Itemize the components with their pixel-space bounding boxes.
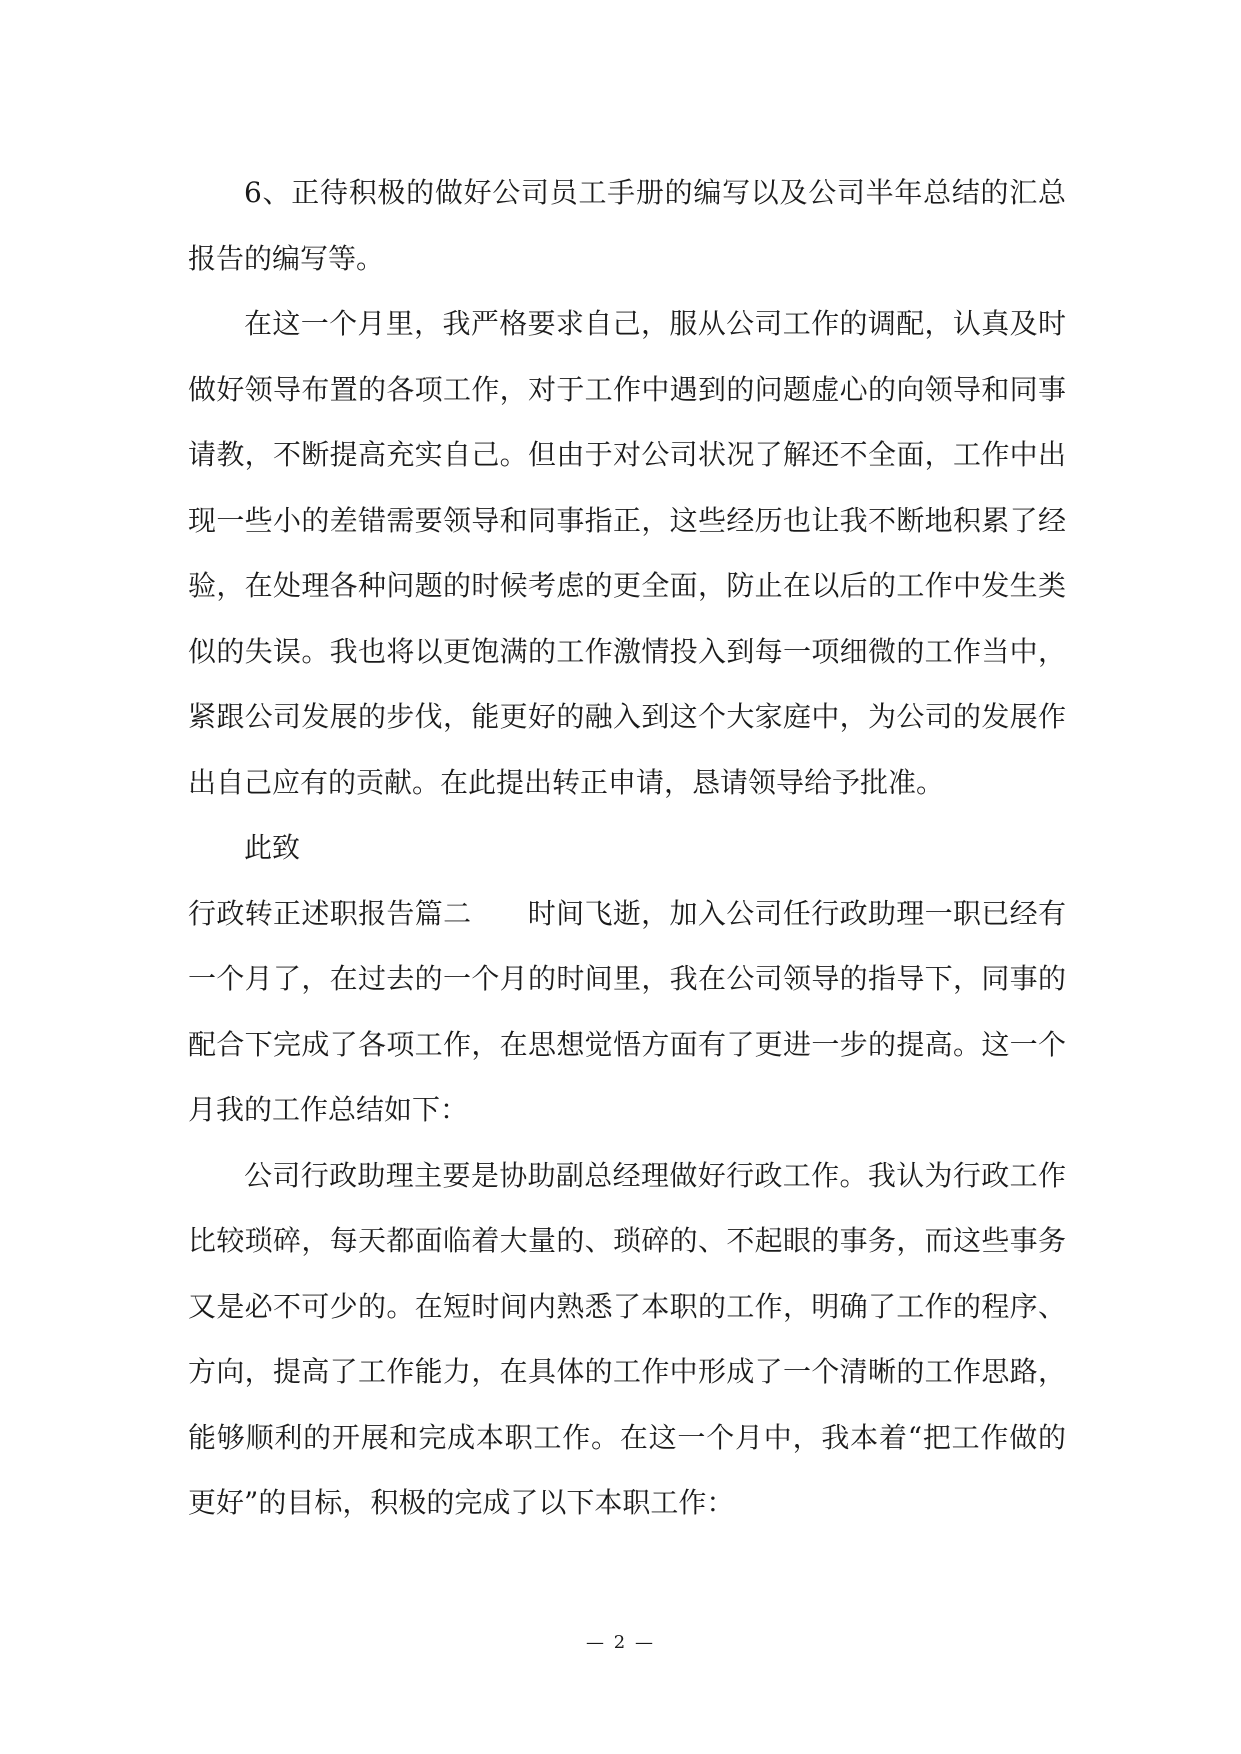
- page-number: — 2 —: [586, 1632, 655, 1653]
- paragraph-section-two: [188, 881, 1066, 1143]
- document-body: [188, 160, 1066, 1536]
- section-heading: 行政转正述职报告篇二: [188, 896, 472, 930]
- paragraph-salutation: 此致: [244, 831, 301, 864]
- section-intro: 时间飞逝，加入公司任行政助理一职已经有一个月了，在过去的一个月的时间里，我在公司领导的指导下，同事的配合下完成了各项工作，在思想觉悟方面有了更进一步的提高。这一个月我的工作总结如下：: [188, 896, 1066, 1126]
- paragraph-item-6: 6、正待积极的做好公司员工手册的编写以及公司半年总结的汇总报告的编写等。: [188, 176, 1066, 275]
- paragraph-monthly-review: 在这一个月里，我严格要求自己，服从公司工作的调配，认真及时做好领导布置的各项工作，对于工作中遇到的问题虚心的向领导和同事请教，不断提高充实自己。但由于对公司状况了解还不全面，工作中出现一些小的差错需要领导和同事指正，这些经历也让我不断地积累了经验，在处理各种问题的时候考虑的更全面，防止在以后的工作中发生类似的失误。我也将以更饱满的工作激情投入到每一项细微的工作当中，紧跟公司发展的步伐，能更好的融入到这个大家庭中，为公司的发展作出自己应有的贡献。在此提出转正申请，恳请领导给予批准。: [188, 307, 1066, 799]
- paragraph-admin-duties: 公司行政助理主要是协助副总经理做好行政工作。我认为行政工作比较琐碎，每天都面临着大量的、琐碎的、不起眼的事务，而这些事务又是必不可少的。在短时间内熟悉了本职的工作，明确了工作的程序、方向，提高了工作能力，在具体的工作中形成了一个清晰的工作思路，能够顺利的开展和完成本职工作。在这一个月中，我本着“把工作做的更好”的目标，积极的完成了以下本职工作：: [188, 1158, 1066, 1519]
